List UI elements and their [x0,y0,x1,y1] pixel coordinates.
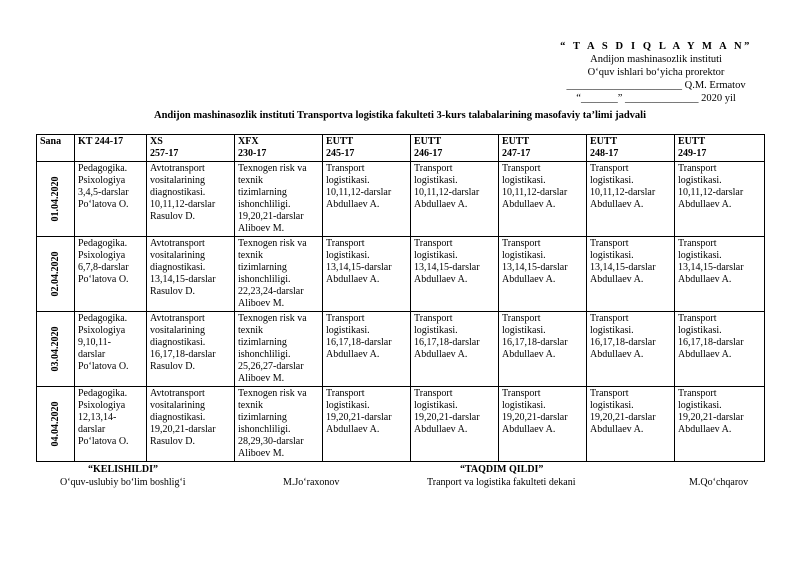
column-header-line: EUTT [590,136,618,147]
header-row [37,135,765,162]
lesson-line: 16,17,18-darslar [678,337,744,348]
lesson-line: Transport [502,313,541,324]
presented-title: “TAQDIM QILDI” [460,464,544,475]
lesson-line: Transport [326,313,365,324]
lesson-line: Abdullaev A. [414,349,468,360]
lesson-line: Abdullaev A. [326,274,380,285]
lesson-cell [235,387,323,462]
lesson-line: Transport [678,238,717,249]
lesson-line: tizimlarning [238,412,287,423]
lesson-line: Po‘latova O. [78,274,129,285]
lesson-line: Transport [414,388,453,399]
lesson-line: 16,17,18-darslar [326,337,392,348]
lesson-line: Transport [678,163,717,174]
lesson-cell [675,312,765,387]
lesson-line: darslar [78,424,106,435]
lesson-line: Abdullaev A. [502,274,556,285]
lesson-line: Psixologiya [78,400,126,411]
lesson-cell [75,237,147,312]
lesson-cell [587,312,675,387]
approval-institute: Andijon mashinasozlik instituti [590,54,722,65]
lesson-line: Abdullaev A. [678,349,732,360]
lesson-line: Texnogen risk va [238,163,307,174]
presented-block [460,464,543,476]
column-header [499,135,587,162]
lesson-line: tizimlarning [238,337,287,348]
lesson-line: Abdullaev A. [590,349,644,360]
lesson-line: 13,14,15-darslar [326,262,392,273]
lesson-line: logistikasi. [326,250,370,261]
agreed-name: M.Jo‘raxonov [283,477,340,488]
agreed-title: “KELISHILDI” [88,464,159,475]
column-header-line: EUTT [414,136,442,147]
lesson-line: Aliboev M. [238,448,285,459]
column-header [411,135,499,162]
lesson-line: Po‘latova O. [78,361,129,372]
lesson-line: 16,17,18-darslar [590,337,656,348]
lesson-line: Psixologiya [78,325,126,336]
lesson-line: 19,20,21-darslar [238,211,304,222]
lesson-line: Avtotransport [150,238,205,249]
lesson-line: 19,20,21-darslar [502,412,568,423]
column-header [75,135,147,162]
lesson-cell [499,237,587,312]
lesson-line: 19,20,21-darslar [326,412,392,423]
column-header-line: XFX [238,136,259,147]
agreed-block [88,464,158,476]
lesson-line: diagnostikasi. [150,262,206,273]
lesson-line: Abdullaev A. [502,424,556,435]
lesson-cell [235,162,323,237]
lesson-line: 10,11,12-darslar [678,187,744,198]
lesson-cell [147,162,235,237]
lesson-line: Avtotransport [150,388,205,399]
lesson-line: 25,26,27-darslar [238,361,304,372]
lesson-line: darslar [78,349,106,360]
lesson-line: logistikasi. [502,325,546,336]
lesson-line: Transport [326,238,365,249]
lesson-line: Po‘latova O. [78,436,129,447]
lesson-line: logistikasi. [590,325,634,336]
lesson-cell [411,387,499,462]
lesson-line: Pedagogika. [78,238,128,249]
lesson-line: logistikasi. [678,175,722,186]
lesson-line: Texnogen risk va [238,313,307,324]
column-header [147,135,235,162]
lesson-line: 16,17,18-darslar [150,349,216,360]
lesson-line: logistikasi. [678,325,722,336]
lesson-cell [323,237,411,312]
column-header [587,135,675,162]
lesson-line: Po‘latova O. [78,199,129,210]
lesson-line: 10,11,12-darslar [414,187,480,198]
lesson-cell [587,162,675,237]
lesson-line: logistikasi. [414,250,458,261]
lesson-cell [75,387,147,462]
lesson-cell [411,237,499,312]
presented-name: M.Qo‘chqarov [689,477,749,488]
lesson-line: Abdullaev A. [590,424,644,435]
lesson-line: Transport [326,163,365,174]
lesson-cell [587,387,675,462]
lesson-line: Abdullaev A. [678,274,732,285]
lesson-line: Texnogen risk va [238,388,307,399]
lesson-line: logistikasi. [502,400,546,411]
lesson-line: Rasulov D. [150,436,195,447]
lesson-cell [147,312,235,387]
lesson-line: Avtotransport [150,163,205,174]
lesson-line: 12,13,14- [78,412,117,423]
lesson-line: texnik [238,250,263,261]
lesson-cell [499,312,587,387]
column-header-line: 245-17 [326,148,355,159]
lesson-line: Pedagogika. [78,313,128,324]
lesson-line: logistikasi. [414,400,458,411]
lesson-line: texnik [238,175,263,186]
lesson-cell [587,237,675,312]
lesson-line: logistikasi. [502,250,546,261]
document-title: Andijon mashinasozlik instituti Transportva logistika fakulteti 3-kurs talabalarining masofaviy ta’limi jadvali [153,110,646,121]
lesson-cell [675,162,765,237]
lesson-line: Rasulov D. [150,361,195,372]
lesson-line: 10,11,12-darslar [590,187,656,198]
lesson-line: Transport [326,388,365,399]
column-header-line: EUTT [678,136,706,147]
lesson-line: diagnostikasi. [150,412,206,423]
lesson-line: Abdullaev A. [326,199,380,210]
approval-block [560,40,752,105]
date-label: 01.04.2020 [49,176,61,222]
column-header [323,135,411,162]
lesson-line: 9,10,11- [78,337,111,348]
lesson-line: Transport [590,163,629,174]
date-label: 04.04.2020 [49,401,61,447]
lesson-line: Abdullaev A. [326,424,380,435]
lesson-cell [499,387,587,462]
lesson-line: Abdullaev A. [414,424,468,435]
lesson-cell [323,387,411,462]
lesson-line: ishonchliligi. [238,349,291,360]
column-header-line: XS [150,136,163,147]
lesson-cell [411,312,499,387]
approval-date-line: “_______” ______________ 2020 yil [576,93,736,104]
lesson-line: Transport [414,313,453,324]
lesson-line: ishonchliligi. [238,199,291,210]
lesson-line: logistikasi. [590,400,634,411]
lesson-line: logistikasi. [590,250,634,261]
schedule-body [37,162,765,462]
lesson-line: logistikasi. [590,175,634,186]
column-header [675,135,765,162]
column-header-line: 248-17 [590,148,619,159]
lesson-line: 13,14,15-darslar [150,274,216,285]
lesson-line: Aliboev M. [238,373,285,384]
approval-heading: “ T A S D I Q L A Y M A N” [560,41,752,52]
approval-signature: ______________________ Q.M. Ermatov [566,80,746,91]
lesson-cell [323,312,411,387]
table-row [37,162,765,237]
lesson-line: 13,14,15-darslar [678,262,744,273]
lesson-cell [675,237,765,312]
lesson-line: logistikasi. [414,325,458,336]
lesson-line: 19,20,21-darslar [150,424,216,435]
lesson-cell [147,237,235,312]
lesson-line: Transport [590,388,629,399]
date-cell [37,387,75,462]
lesson-line: Texnogen risk va [238,238,307,249]
lesson-line: Rasulov D. [150,286,195,297]
lesson-line: vositalarining [150,175,205,186]
lesson-line: logistikasi. [326,400,370,411]
table-row [37,387,765,462]
lesson-line: diagnostikasi. [150,337,206,348]
lesson-cell [75,162,147,237]
lesson-cell [499,162,587,237]
lesson-line: Transport [590,313,629,324]
lesson-line: Transport [502,238,541,249]
lesson-line: 22,23,24-darslar [238,286,304,297]
lesson-line: Aliboev M. [238,223,285,234]
lesson-line: texnik [238,325,263,336]
lesson-line: Abdullaev A. [502,199,556,210]
schedule-table [36,134,765,462]
date-label: 03.04.2020 [49,326,61,372]
lesson-line: Transport [414,163,453,174]
lesson-line: Rasulov D. [150,211,195,222]
lesson-line: 19,20,21-darslar [414,412,480,423]
lesson-line: diagnostikasi. [150,187,206,198]
lesson-line: Transport [590,238,629,249]
lesson-line: Pedagogika. [78,163,128,174]
lesson-line: Abdullaev A. [502,349,556,360]
lesson-line: 19,20,21-darslar [678,412,744,423]
lesson-line: Abdullaev A. [590,199,644,210]
date-cell [37,237,75,312]
lesson-line: 3,4,5-darslar [78,187,129,198]
lesson-line: 13,14,15-darslar [414,262,480,273]
date-cell [37,312,75,387]
column-header [37,135,75,162]
lesson-cell [235,237,323,312]
lesson-line: logistikasi. [326,175,370,186]
lesson-line: ishonchliligi. [238,424,291,435]
lesson-line: logistikasi. [326,325,370,336]
column-header-line: KT 244-17 [78,136,124,147]
lesson-line: Psixologiya [78,250,126,261]
lesson-cell [675,387,765,462]
lesson-line: 10,11,12-darslar [326,187,392,198]
lesson-line: Abdullaev A. [678,199,732,210]
lesson-line: Abdullaev A. [326,349,380,360]
column-header-line: EUTT [502,136,530,147]
approval-position: O‘quv ishlari bo‘yicha prorektor [587,67,725,78]
lesson-cell [147,387,235,462]
lesson-line: Transport [502,388,541,399]
lesson-line: 13,14,15-darslar [590,262,656,273]
column-header [235,135,323,162]
lesson-line: 10,11,12-darslar [150,199,216,210]
column-header-line: Sana [40,136,62,147]
lesson-line: Avtotransport [150,313,205,324]
agreed-position: O‘quv-uslubiy bo‘lim boshlig‘i [60,477,186,488]
column-header-line: 257-17 [150,148,179,159]
lesson-line: Transport [502,163,541,174]
table-row [37,312,765,387]
lesson-line: 19,20,21-darslar [590,412,656,423]
lesson-line: Abdullaev A. [678,424,732,435]
lesson-line: 28,29,30-darslar [238,436,304,447]
presented-position: Tranport va logistika fakulteti dekani [427,477,576,488]
column-header-line: 249-17 [678,148,707,159]
lesson-line: ishonchliligi. [238,274,291,285]
lesson-line: vositalarining [150,400,205,411]
lesson-line: 10,11,12-darslar [502,187,568,198]
lesson-cell [235,312,323,387]
column-header-line: 247-17 [502,148,531,159]
lesson-cell [411,162,499,237]
column-header-line: EUTT [326,136,354,147]
lesson-line: 6,7,8-darslar [78,262,129,273]
lesson-line: Transport [414,238,453,249]
lesson-line: Abdullaev A. [414,199,468,210]
lesson-line: logistikasi. [502,175,546,186]
lesson-line: 16,17,18-darslar [502,337,568,348]
lesson-line: tizimlarning [238,187,287,198]
lesson-line: 13,14,15-darslar [502,262,568,273]
date-label: 02.04.2020 [49,251,61,297]
lesson-line: vositalarining [150,250,205,261]
lesson-line: logistikasi. [678,400,722,411]
lesson-line: texnik [238,400,263,411]
table-row [37,237,765,312]
lesson-line: Aliboev M. [238,298,285,309]
lesson-line: 16,17,18-darslar [414,337,480,348]
lesson-line: Transport [678,313,717,324]
date-cell [37,162,75,237]
lesson-line: Transport [678,388,717,399]
lesson-line: logistikasi. [414,175,458,186]
lesson-line: logistikasi. [678,250,722,261]
lesson-line: Pedagogika. [78,388,128,399]
lesson-line: Abdullaev A. [590,274,644,285]
lesson-line: vositalarining [150,325,205,336]
column-header-line: 230-17 [238,148,267,159]
lesson-line: Abdullaev A. [414,274,468,285]
lesson-cell [323,162,411,237]
lesson-line: Psixologiya [78,175,126,186]
column-header-line: 246-17 [414,148,443,159]
lesson-line: tizimlarning [238,262,287,273]
lesson-cell [75,312,147,387]
